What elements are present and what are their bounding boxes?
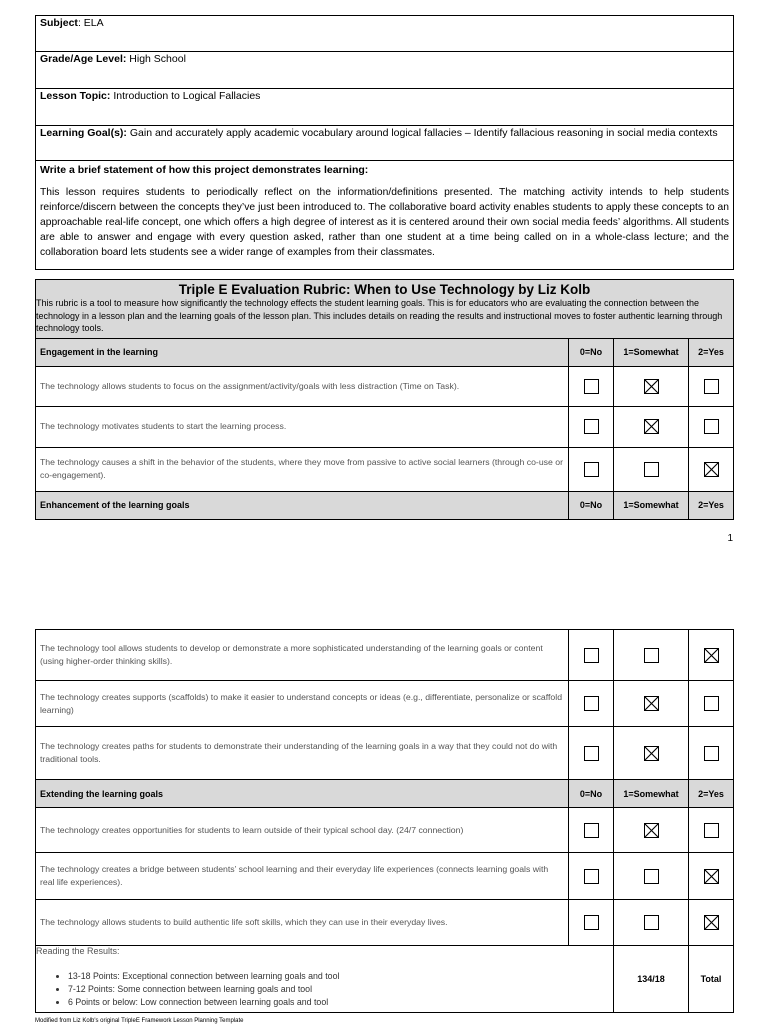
score-cell-1 (614, 853, 689, 900)
topic-row (36, 89, 734, 126)
score-header-2: 2=Yes (689, 780, 734, 808)
checkbox-icon[interactable] (584, 746, 599, 761)
subject-value: : ELA (77, 17, 104, 29)
rubric-intro: This rubric is a tool to measure how significantly the technology effects the student learning goals. This is for educators who are evaluating the connection between the technology in a lesson plan and the learning goals of the lesson plan. This includes details on reading the results and instructional moves to foster authentic learning through technology tools. (36, 298, 723, 333)
rubric-row (36, 727, 734, 780)
score-header-1: 1=Somewhat (614, 491, 689, 519)
score-cell-2 (689, 447, 734, 491)
x-mark-icon (645, 380, 658, 393)
checkbox-icon[interactable] (704, 696, 719, 711)
score-cell-0 (569, 681, 614, 727)
engagement-header (36, 338, 734, 366)
score-cell-1 (614, 727, 689, 780)
score-header-2: 2=Yes (689, 338, 734, 366)
extending-header (36, 780, 734, 808)
results-item: • 7-12 Points: Some connection between learning goals and tool (68, 983, 613, 996)
criterion-text: The technology tool allows students to develop or demonstrate a more sophisticated understanding of the learning goals or content (using higher-order thinking skills). (36, 630, 569, 681)
grade-label: Grade/Age Level: (40, 53, 127, 65)
extending-heading: Extending the learning goals (36, 780, 569, 808)
rubric-row (36, 853, 734, 900)
score-cell-1 (614, 447, 689, 491)
criterion-text: The technology allows students to build authentic life soft skills, which they can use in their everyday lives. (36, 900, 569, 946)
checked-box-icon[interactable] (644, 696, 659, 711)
checked-box-icon[interactable] (704, 915, 719, 930)
page-number: 1 (727, 533, 733, 544)
topic-value: Introduction to Logical Fallacies (110, 90, 261, 102)
score-cell-0 (569, 808, 614, 853)
checked-box-icon[interactable] (704, 869, 719, 884)
x-mark-icon (705, 870, 718, 883)
score-cell-1 (614, 900, 689, 946)
criterion-text: The technology creates a bridge between students’ school learning and their everyday life experiences (connects learning goals with real life experiences). (36, 853, 569, 900)
checked-box-icon[interactable] (644, 746, 659, 761)
score-cell-1 (614, 681, 689, 727)
footer-note: Modified from Liz Kolb's original TripleE Framework Lesson Planning Template (35, 1018, 244, 1024)
checkbox-icon[interactable] (584, 379, 599, 394)
checked-box-icon[interactable] (644, 823, 659, 838)
checkbox-icon[interactable] (644, 648, 659, 663)
checkbox-icon[interactable] (704, 419, 719, 434)
score-header-0: 0=No (569, 780, 614, 808)
lesson-info-table (35, 15, 734, 270)
x-mark-icon (645, 420, 658, 433)
score-header-2: 2=Yes (689, 491, 734, 519)
score-cell-2 (689, 900, 734, 946)
goal-row (36, 126, 734, 161)
checkbox-icon[interactable] (584, 869, 599, 884)
engagement-heading: Engagement in the learning (36, 338, 569, 366)
results-list (36, 970, 613, 1009)
score-header-1: 1=Somewhat (614, 338, 689, 366)
grade-value: High School (126, 53, 186, 65)
score-cell-2 (689, 727, 734, 780)
rubric-row (36, 366, 734, 406)
score-cell-1 (614, 366, 689, 406)
checkbox-icon[interactable] (584, 915, 599, 930)
score-cell-2 (689, 808, 734, 853)
enhancement-header (36, 491, 734, 519)
statement-body: This lesson requires students to periodically reflect on the information/definitions presented. The matching activity intends to help students reinforce/discern between the concepts they’ve just been introduced to. The collaborative board activity enables students to apply these concepts to an approachable real-life concept, one which offers a high degree of interest as it is centered around their own social media feeds’ algorithms. All students are able to answer and engage with every question asked, rather than one student at a time being called on in a whole-class lecture; and the collaboration board lets students see a wider range of examples from their classmates. (40, 187, 729, 258)
rubric-row (36, 681, 734, 727)
rubric-table-page2 (35, 629, 734, 1013)
score-cell-2 (689, 630, 734, 681)
topic-label: Lesson Topic: (40, 90, 111, 102)
total-score: 134/18 (614, 946, 689, 1013)
enhancement-heading: Enhancement of the learning goals (36, 491, 569, 519)
x-mark-icon (645, 697, 658, 710)
results-row (36, 946, 734, 1013)
score-cell-2 (689, 406, 734, 447)
x-mark-icon (645, 747, 658, 760)
checkbox-icon[interactable] (584, 462, 599, 477)
x-mark-icon (705, 649, 718, 662)
rubric-row (36, 406, 734, 447)
score-header-1: 1=Somewhat (614, 780, 689, 808)
checkbox-icon[interactable] (704, 746, 719, 761)
checkbox-icon[interactable] (704, 823, 719, 838)
score-cell-1 (614, 630, 689, 681)
rubric-row (36, 808, 734, 853)
checkbox-icon[interactable] (584, 823, 599, 838)
rubric-table-page1 (35, 279, 734, 520)
checked-box-icon[interactable] (704, 648, 719, 663)
score-cell-0 (569, 630, 614, 681)
subject-row (36, 16, 734, 52)
criterion-text: The technology creates opportunities for students to learn outside of their typical school day. (24/7 connection) (36, 808, 569, 853)
criterion-text: The technology allows students to focus on the assignment/activity/goals with less distraction (Time on Task). (36, 366, 569, 406)
statement-cell (36, 161, 734, 270)
criterion-text: The technology causes a shift in the behavior of the students, where they move from passive to active social learners (through co-use or co-engagement). (36, 447, 569, 491)
results-label: Reading the Results: (36, 946, 120, 956)
rubric-row (36, 447, 734, 491)
statement-title: Write a brief statement of how this project demonstrates learning: (40, 164, 369, 176)
score-cell-0 (569, 406, 614, 447)
subject-label: Subject (40, 17, 78, 29)
checkbox-icon[interactable] (584, 696, 599, 711)
score-header-0: 0=No (569, 491, 614, 519)
grade-row (36, 52, 734, 89)
score-cell-0 (569, 900, 614, 946)
score-cell-0 (569, 853, 614, 900)
checkbox-icon[interactable] (644, 915, 659, 930)
score-cell-2 (689, 853, 734, 900)
total-label: Total (689, 946, 734, 1013)
checkbox-icon[interactable] (644, 869, 659, 884)
rubric-row (36, 900, 734, 946)
goal-value: Gain and accurately apply academic vocabulary around logical fallacies – Identify fallacious reasoning in social media contexts (126, 127, 718, 139)
checkbox-icon[interactable] (584, 648, 599, 663)
score-cell-1 (614, 808, 689, 853)
checkbox-icon[interactable] (704, 379, 719, 394)
checkbox-icon[interactable] (584, 419, 599, 434)
score-cell-0 (569, 447, 614, 491)
criterion-text: The technology creates supports (scaffolds) to make it easier to understand concepts or ideas (e.g., differentiate, personalize or scaffold learning) (36, 681, 569, 727)
checked-box-icon[interactable] (644, 419, 659, 434)
rubric-title: Triple E Evaluation Rubric: When to Use Technology by Liz Kolb (178, 282, 591, 297)
criterion-text: The technology creates paths for students to demonstrate their understanding of the learning goals in a way that they could not do with traditional tools. (36, 727, 569, 780)
results-cell (36, 946, 614, 1013)
score-cell-2 (689, 681, 734, 727)
x-mark-icon (705, 916, 718, 929)
score-header-0: 0=No (569, 338, 614, 366)
criterion-text: The technology motivates students to start the learning process. (36, 406, 569, 447)
score-cell-0 (569, 727, 614, 780)
rubric-row (36, 630, 734, 681)
goal-label: Learning Goal(s): (40, 127, 127, 139)
checked-box-icon[interactable] (644, 379, 659, 394)
results-item: • 6 Points or below: Low connection between learning goals and tool (68, 996, 613, 1009)
checkbox-icon[interactable] (644, 462, 659, 477)
score-cell-2 (689, 366, 734, 406)
score-cell-0 (569, 366, 614, 406)
x-mark-icon (645, 824, 658, 837)
rubric-title-cell (36, 280, 734, 339)
checked-box-icon[interactable] (704, 462, 719, 477)
score-cell-1 (614, 406, 689, 447)
results-item: • 13-18 Points: Exceptional connection between learning goals and tool (68, 970, 613, 983)
x-mark-icon (705, 463, 718, 476)
